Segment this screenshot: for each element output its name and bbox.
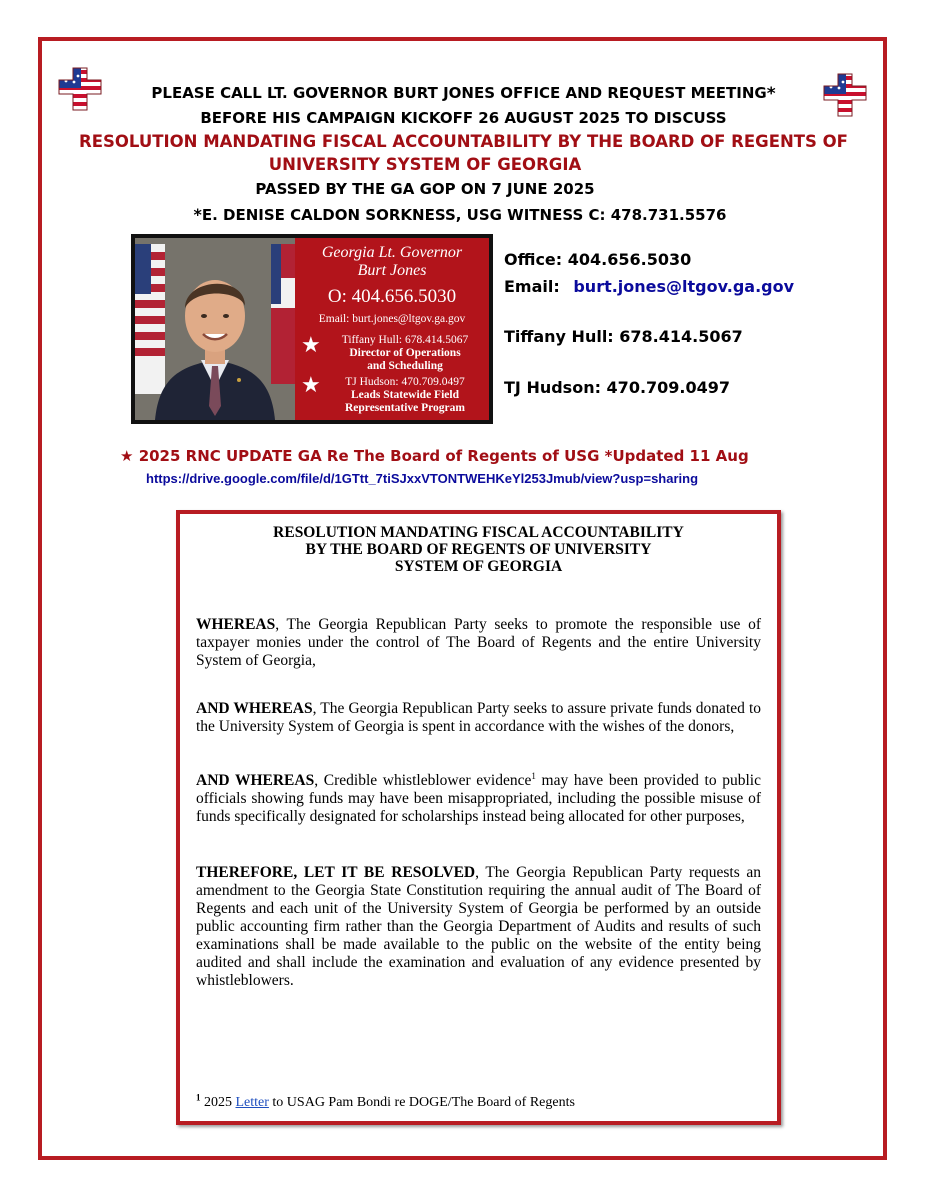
paragraph-text: may have been provided to public officials showing funds may have been misappropriated, including the possible misuse of funds specifically designated for scholarships instead being allocated for other purposes, <box>196 772 761 825</box>
portrait-illustration <box>135 238 295 420</box>
footnote-text: 2025 <box>200 1095 236 1110</box>
contact-office: Office: 404.656.5030 <box>504 250 692 269</box>
header-line-1 <box>40 84 887 104</box>
header-line-3: RESOLUTION MANDATING FISCAL ACCOUNTABILITY BY THE BOARD OF REGENTS OF <box>79 132 848 151</box>
star-icon: ★ <box>301 372 321 397</box>
paragraph-lead: WHEREAS <box>196 616 276 633</box>
paragraph-lead: AND WHEREAS <box>196 772 315 789</box>
footnote <box>196 1092 575 1111</box>
header-line-4: UNIVERSITY SYSTEM OF GEORGIA <box>268 155 582 174</box>
card-tj-line-3: Representative Program <box>345 402 465 414</box>
rnc-update-line <box>120 447 749 465</box>
whereas-paragraph-3 <box>196 772 761 826</box>
asterisk-mark: * <box>193 205 202 224</box>
card-info-panel <box>295 238 489 420</box>
header-line-6-text: E. DENISE CALDON SORKNESS, USG WITNESS C: 478.731.5576 <box>201 206 727 224</box>
paragraph-text: , Credible whistleblower evidence <box>314 772 532 789</box>
resolution-document <box>176 510 781 1125</box>
paragraph-text: , The Georgia Republican Party seeks to promote the responsible use of taxpayer monies under the control of The Board of Regents and the entire University System of Georgia, <box>196 616 761 669</box>
card-tj-block <box>321 376 489 415</box>
paragraph-lead: THEREFORE, LET IT BE RESOLVED <box>196 864 476 881</box>
resolved-paragraph <box>196 864 761 990</box>
resolution-title-line-3: SYSTEM OF GEORGIA <box>394 558 563 575</box>
card-tiffany-line-2: Director of Operations <box>349 347 461 359</box>
whereas-paragraph-2 <box>196 700 761 736</box>
contact-email-label: Email: <box>504 277 560 296</box>
footnote-number: 1 <box>196 1092 201 1103</box>
card-office-phone: O: 404.656.5030 <box>327 286 457 307</box>
card-tiffany-line-3: and Scheduling <box>367 360 443 372</box>
card-tiffany-line-1: Tiffany Hull: 678.414.5067 <box>341 334 469 346</box>
contact-tiffany: Tiffany Hull: 678.414.5067 <box>504 327 743 346</box>
contact-email-link[interactable]: burt.jones@ltgov.ga.gov <box>573 277 795 296</box>
resolution-title-line-1: RESOLUTION MANDATING FISCAL ACCOUNTABILITY <box>273 524 684 541</box>
rnc-update-text: 2025 RNC UPDATE GA Re The Board of Regents of USG *Updated 11 Aug <box>138 447 749 465</box>
paragraph-text: , The Georgia Republican Party seeks to assure private funds donated to the University System of Georgia is spent in accordance with the wishes of the donors, <box>196 700 762 735</box>
business-card <box>131 234 493 424</box>
star-icon: ★ <box>301 332 321 357</box>
card-tiffany-block <box>321 334 489 373</box>
header-line-6 <box>60 205 860 224</box>
asterisk-mark: * <box>766 84 776 104</box>
drive-link[interactable]: https://drive.google.com/file/d/1GTtt_7tiSJxxVTONTWEHKeYl253Jmub/view?usp=sharing <box>146 471 699 486</box>
header-line-2: BEFORE HIS CAMPAIGN KICKOFF 26 AUGUST 2025 TO DISCUSS <box>200 109 727 127</box>
letter-link[interactable]: Letter <box>235 1095 269 1110</box>
card-title-line-1: Georgia Lt. Governor <box>321 244 463 261</box>
whereas-paragraph-1 <box>196 616 761 670</box>
resolution-title <box>196 524 761 575</box>
paragraph-text: , The Georgia Republican Party requests an amendment to the Georgia State Constitution requiring the annual audit of The Board of Regents and each unit of the University System of Georgia be performed by an outside public accounting firm rather than the Georgia Department of Audits and results of such examinations shall be made available to the public on the website of the entity being audited and shall include the examination and evaluation of any evidence presented by whistleblowers. <box>196 864 761 989</box>
footnote-text: to USAG Pam Bondi re DOGE/The Board of Regents <box>268 1095 575 1110</box>
card-email: Email: burt.jones@ltgov.ga.gov <box>318 313 466 325</box>
card-title-line-2: Burt Jones <box>357 262 427 279</box>
header-line-5: PASSED BY THE GA GOP ON 7 JUNE 2025 <box>255 180 595 198</box>
resolution-content <box>196 524 762 1110</box>
paragraph-lead: AND WHEREAS <box>196 700 313 717</box>
contact-email-row <box>504 277 794 296</box>
card-tj-line-1: TJ Hudson: 470.709.0497 <box>345 376 465 388</box>
contact-tj: TJ Hudson: 470.709.0497 <box>504 378 731 397</box>
resolution-title-line-2: BY THE BOARD OF REGENTS OF UNIVERSITY <box>305 541 652 558</box>
portrait-photo <box>135 238 295 420</box>
card-tj-line-2: Leads Statewide Field <box>351 389 459 401</box>
header-line-1-text: PLEASE CALL LT. GOVERNOR BURT JONES OFFICE AND REQUEST MEETING <box>151 84 767 102</box>
footnote-reference: 1 <box>531 770 536 781</box>
red-star-icon: ★ <box>120 447 134 465</box>
